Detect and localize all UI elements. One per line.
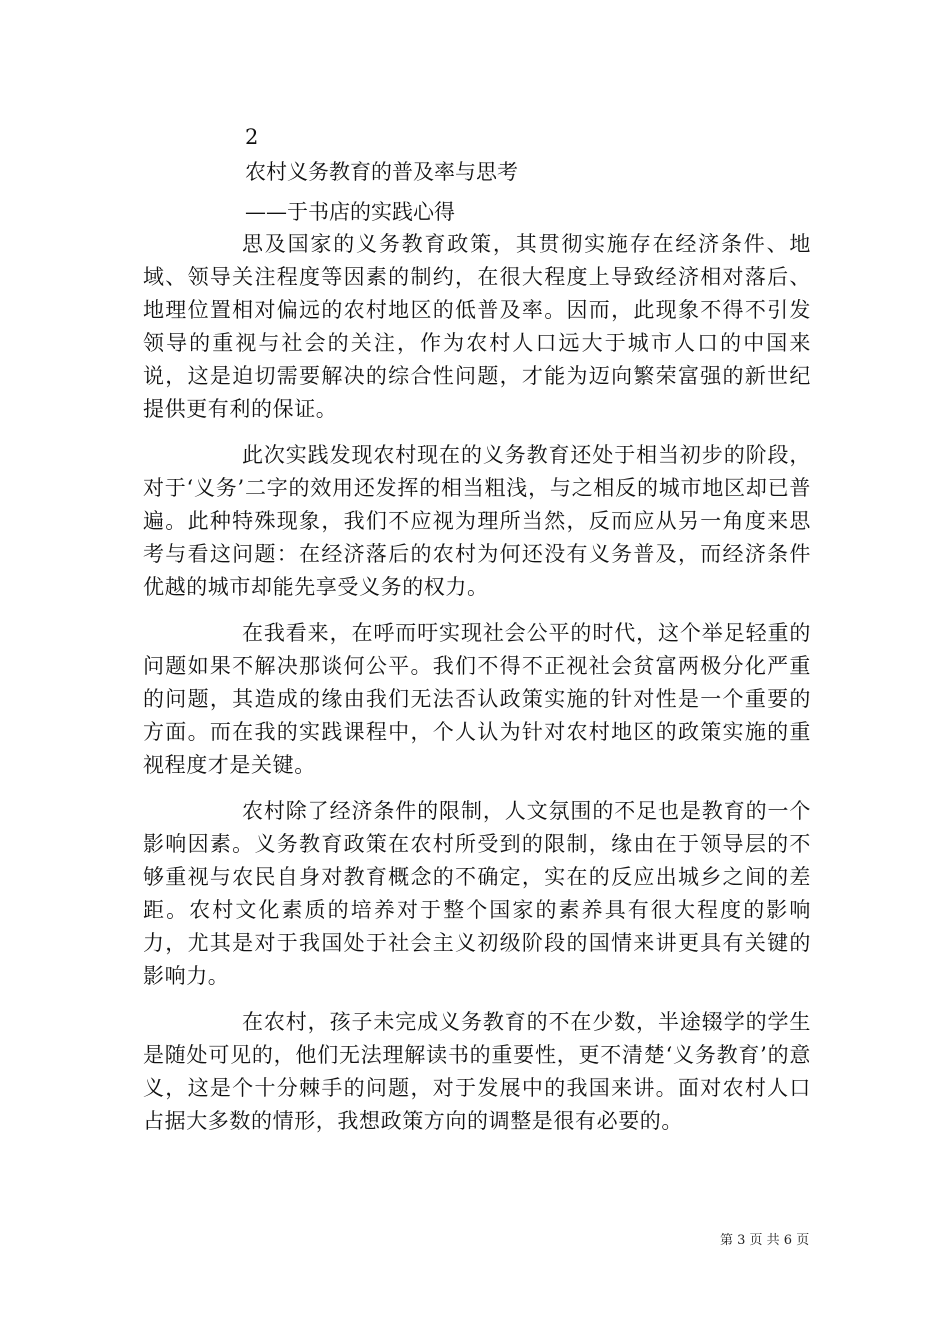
paragraph-3: 在我看来，在呼而吁实现社会公平的时代，这个举足轻重的问题如果不解决那谈何公平。我们不得不正视社会贫富两极分化严重的问题，其造成的缘由我们无法否认政策实施的针对性是一个重要的方面。而在我的实践课程中，个人认为针对农村地区的政策实施的重视程度才是关键。 bbox=[143, 621, 811, 777]
section-number: 2 bbox=[245, 125, 259, 149]
page-footer: 第 3 页 共 6 页 bbox=[720, 1233, 810, 1248]
document-subtitle: ——于书店的实践心得 bbox=[245, 200, 455, 224]
paragraph-5: 在农村，孩子未完成义务教育的不在少数，半途辍学的学生是随处可见的，他们无法理解读书的重要性，更不清楚‘义务教育’的意义，这是个十分棘手的问题，对于发展中的我国来讲。面对农村人口占据大多数的情形，我想政策方向的调整是很有必要的。 bbox=[143, 1010, 811, 1133]
paragraph-4: 农村除了经济条件的限制，人文氛围的不足也是教育的一个影响因素。义务教育政策在农村所受到的限制，缘由在于领导层的不够重视与农民自身对教育概念的不确定，实在的反应出城乡之间的差距。农村文化素质的培养对于整个国家的素养具有很大程度的影响力，尤其是对于我国处于社会主义初级阶段的国情来讲更具有关键的影响力。 bbox=[143, 799, 811, 988]
paragraph-1: 思及国家的义务教育政策，其贯彻实施存在经济条件、地域、领导关注程度等因素的制约，在很大程度上导致经济相对落后、地理位置相对偏远的农村地区的低普及率。因而，此现象不得不引发领导的重视与社会的关注，作为农村人口远大于城市人口的中国来说，这是迫切需要解决的综合性问题，才能为迈向繁荣富强的新世纪提供更有利的保证。 bbox=[143, 232, 811, 421]
document-title: 农村义务教育的普及率与思考 bbox=[245, 160, 518, 184]
document-body bbox=[143, 228, 811, 1138]
paragraph-2: 此次实践发现农村现在的义务教育还处于相当初步的阶段，对于‘义务’二字的效用还发挥的相当粗浅，与之相反的城市地区却已普遍。此种特殊现象，我们不应视为理所当然，反而应从另一角度来思考与看这问题：在经济落后的农村为何还没有义务普及，而经济条件优越的城市却能先享受义务的权力。 bbox=[143, 443, 811, 599]
